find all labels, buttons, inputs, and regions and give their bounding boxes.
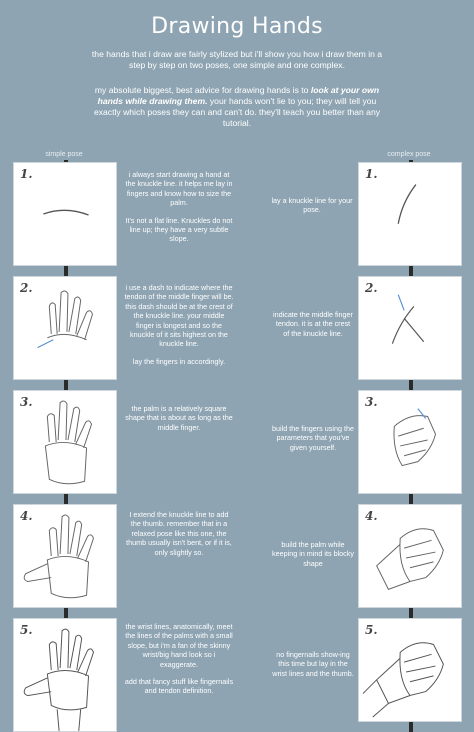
complex-step-4-panel — [358, 504, 462, 608]
text-line: build the palm while keeping in mind its blocky shape — [272, 540, 354, 568]
simple-step-5-panel — [13, 618, 117, 732]
complex-step-3-sketch — [359, 391, 461, 493]
step-number: 1. — [20, 167, 33, 181]
complex-step-2-sketch — [359, 277, 461, 379]
simple-step-5-sketch — [14, 619, 116, 731]
simple-step-2-text — [124, 283, 234, 374]
text-line: build the fingers using the parameters that you've given yourself. — [272, 424, 354, 452]
simple-step-2-sketch — [14, 277, 116, 379]
step-number: 4. — [20, 509, 33, 523]
step-number: 4. — [365, 509, 378, 523]
complex-step-2-panel — [358, 276, 462, 380]
simple-step-2-panel — [13, 276, 117, 380]
step-number: 2. — [365, 281, 378, 295]
simple-step-1-panel — [13, 162, 117, 266]
text-line: I extend the knuckle line to add the thumb. remember that in a relaxed pose like this one, the thumb usually isn't bent, or if it is, only slightly so. — [126, 510, 232, 557]
simple-step-3-panel — [13, 390, 117, 494]
text-line: i use a dash to indicate where the tendon of the middle finger will be. this dash should be at the crest of the knuckle line. your middle finger is longest and so the knuckle of it sits highest on the knuckle line. — [124, 283, 234, 349]
simple-step-5-text — [124, 622, 234, 704]
intro-emphasis: look at your own hands while drawing them. — [97, 85, 380, 106]
simple-step-4-text — [124, 510, 234, 565]
text-line: the wrist lines, anatomically, meet the lines of the palms with a small slope, but i'm a fan of the skinny wrist/big hand look so i exaggerate. — [125, 622, 233, 669]
complex-step-5-sketch — [359, 619, 461, 721]
complex-step-1-text — [270, 196, 354, 223]
simple-step-4-sketch — [14, 505, 116, 607]
complex-step-1-sketch — [359, 163, 461, 265]
simple-step-3-sketch — [14, 391, 116, 493]
simple-step-1-text — [124, 170, 234, 252]
intro-paragraph-2 — [90, 85, 384, 129]
text-line: It's not a flat line. Knuckles do not line up; they have a very subtle slope. — [125, 215, 233, 244]
complex-step-4-text — [272, 540, 354, 576]
complex-step-3-text — [272, 424, 354, 460]
step-number: 5. — [365, 623, 378, 637]
step-number: 5. — [20, 623, 33, 637]
text-line: lay the fingers in accordingly. — [132, 356, 226, 366]
complex-step-1-panel — [358, 162, 462, 266]
complex-step-4-sketch — [359, 505, 461, 607]
text-line: the palm is a relatively square shape that is about as long as the middle finger. — [125, 404, 233, 432]
step-number: 3. — [20, 395, 33, 409]
text-line: lay a knuckle line for your pose. — [271, 196, 353, 215]
step-number: 2. — [20, 281, 33, 295]
complex-step-5-text — [272, 650, 354, 686]
complex-pose-label: complex pose — [387, 151, 431, 158]
page-title: Drawing Hands — [151, 14, 323, 39]
complex-step-3-panel — [358, 390, 462, 494]
step-number: 1. — [365, 167, 378, 181]
step-number: 3. — [365, 395, 378, 409]
text-line: indicate the middle finger tendon. it is at the crest of the knuckle line. — [273, 310, 353, 338]
intro-text-after: your hands won't lie to you; they will tell you exactly which poses they can and can't do. they'll teach you better than any tutorial. — [93, 96, 381, 128]
text-line: i always start drawing a hand at the knuckle line. it helps me lay in fingers and know how to size the palm. — [125, 170, 233, 208]
intro-text-before: my absolute biggest, best advice for drawing hands is to — [94, 85, 311, 95]
simple-pose-label: simple pose — [45, 151, 83, 158]
complex-step-5-panel — [358, 618, 462, 722]
intro-paragraph-1: the hands that i draw are fairly stylized but i'll show you how i draw them in a step by step on two poses, one simple and one complex. — [91, 49, 383, 70]
simple-step-3-text — [124, 404, 234, 440]
complex-step-2-text — [272, 310, 354, 346]
simple-step-4-panel — [13, 504, 117, 608]
simple-step-1-sketch — [14, 163, 116, 265]
text-line: no fingernails show-ing this time but lay in the wrist lines and the thumb. — [272, 650, 354, 678]
text-line: add that fancy stuff like fingernails and tendon definition. — [124, 677, 234, 696]
